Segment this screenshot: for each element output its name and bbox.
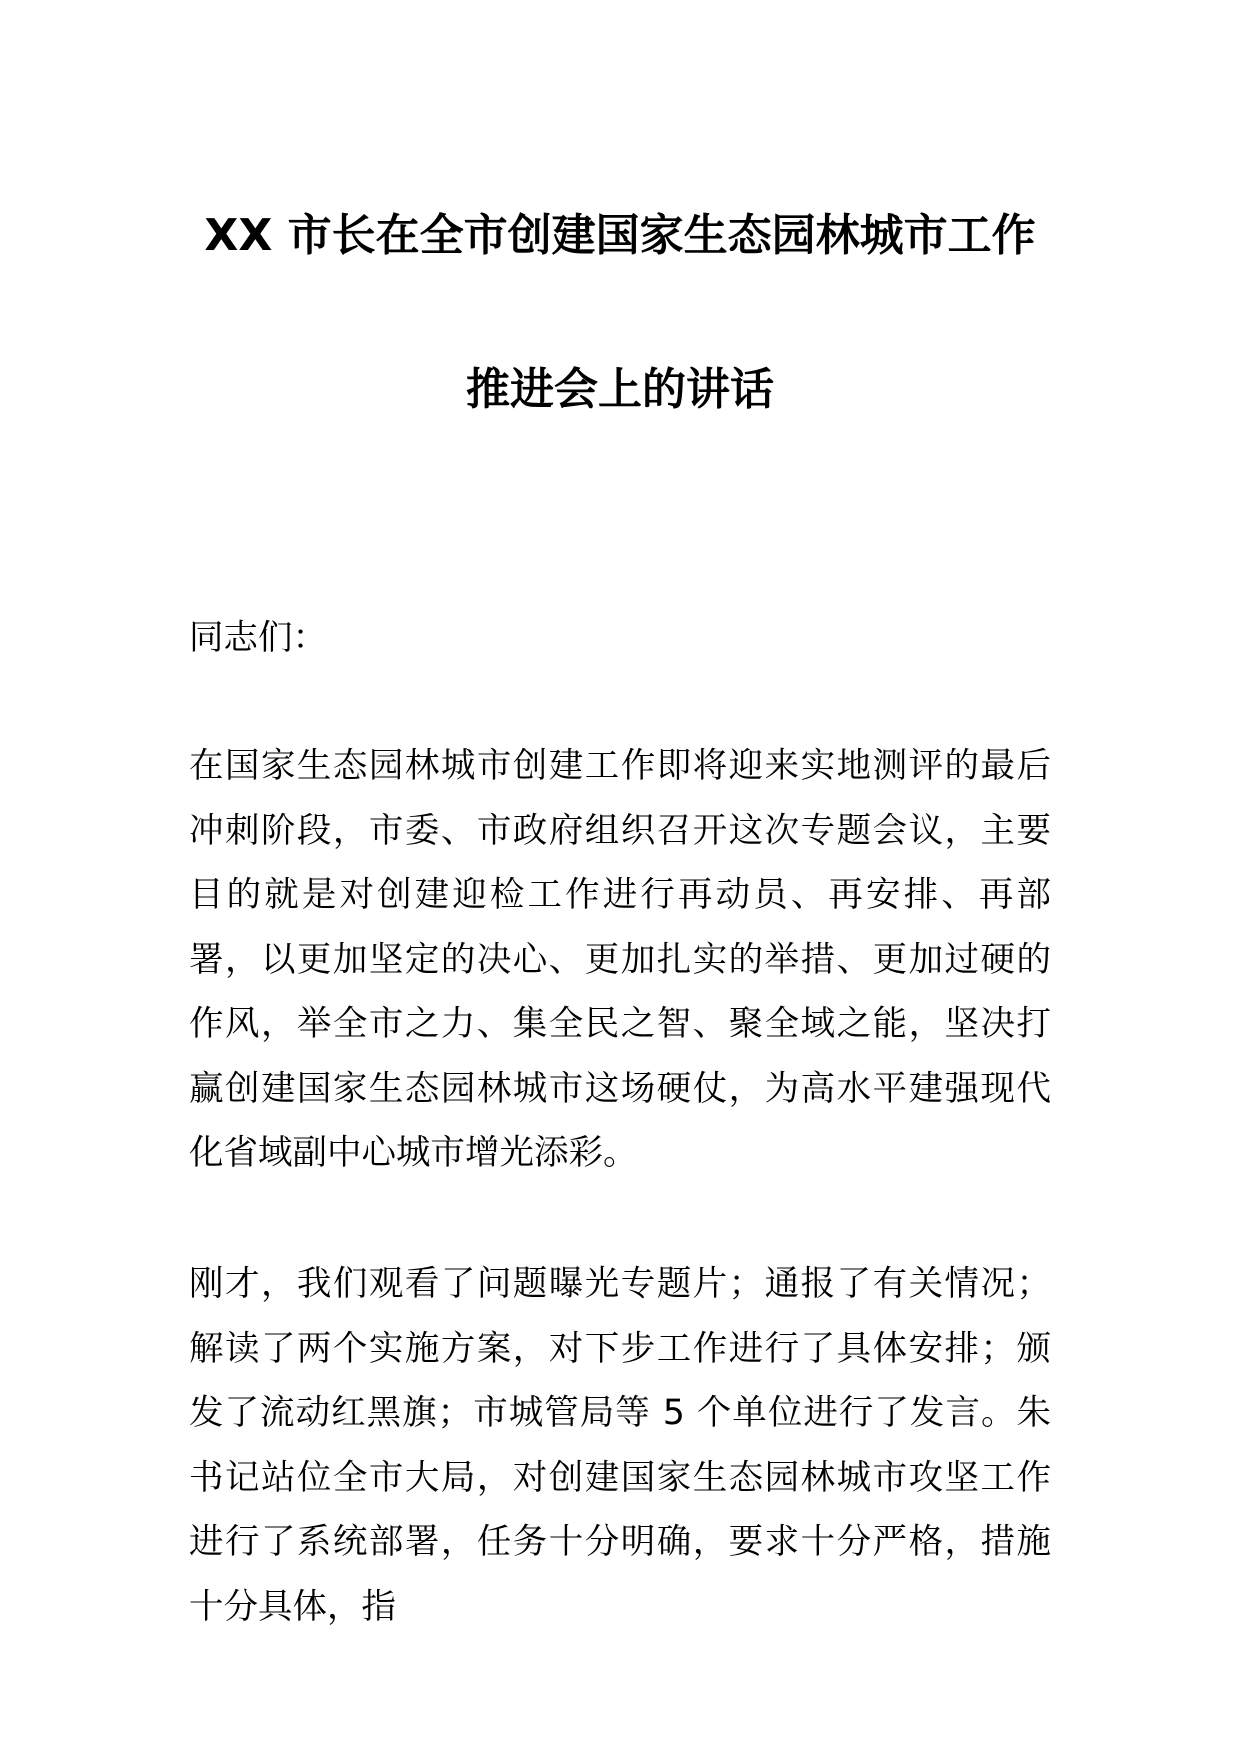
paragraph-1: 在国家生态园林城市创建工作即将迎来实地测评的最后冲刺阶段，市委、市政府组织召开这次专题会议，主要目的就是对创建迎检工作进行再动员、再安排、再部署，以更加坚定的决心、更加扎实的举措、更加过硬的作风，举全市之力、集全民之智、聚全域之能，坚决打赢创建国家生态园林城市这场硬仗，为高水平建强现代化省域副中心城市增光添彩。	[189, 746, 1051, 1173]
paragraph-2: 刚才，我们观看了问题曝光专题片；通报了有关情况；解读了两个实施方案，对下步工作进行了具体安排；颁发了流动红黑旗；市城管局等 5 个单位进行了发言。朱书记站位全市大局，对创建国家生态园林城市攻坚工作进行了系统部署，任务十分明确，要求十分严格，措施十分具体，指	[189, 1264, 1051, 1627]
salutation: 同志们：	[189, 618, 327, 658]
document-title-line-1: XX 市长在全市创建国家生态园林城市工作	[204, 210, 1036, 261]
document-title-line-2: 推进会上的讲话	[466, 364, 774, 415]
